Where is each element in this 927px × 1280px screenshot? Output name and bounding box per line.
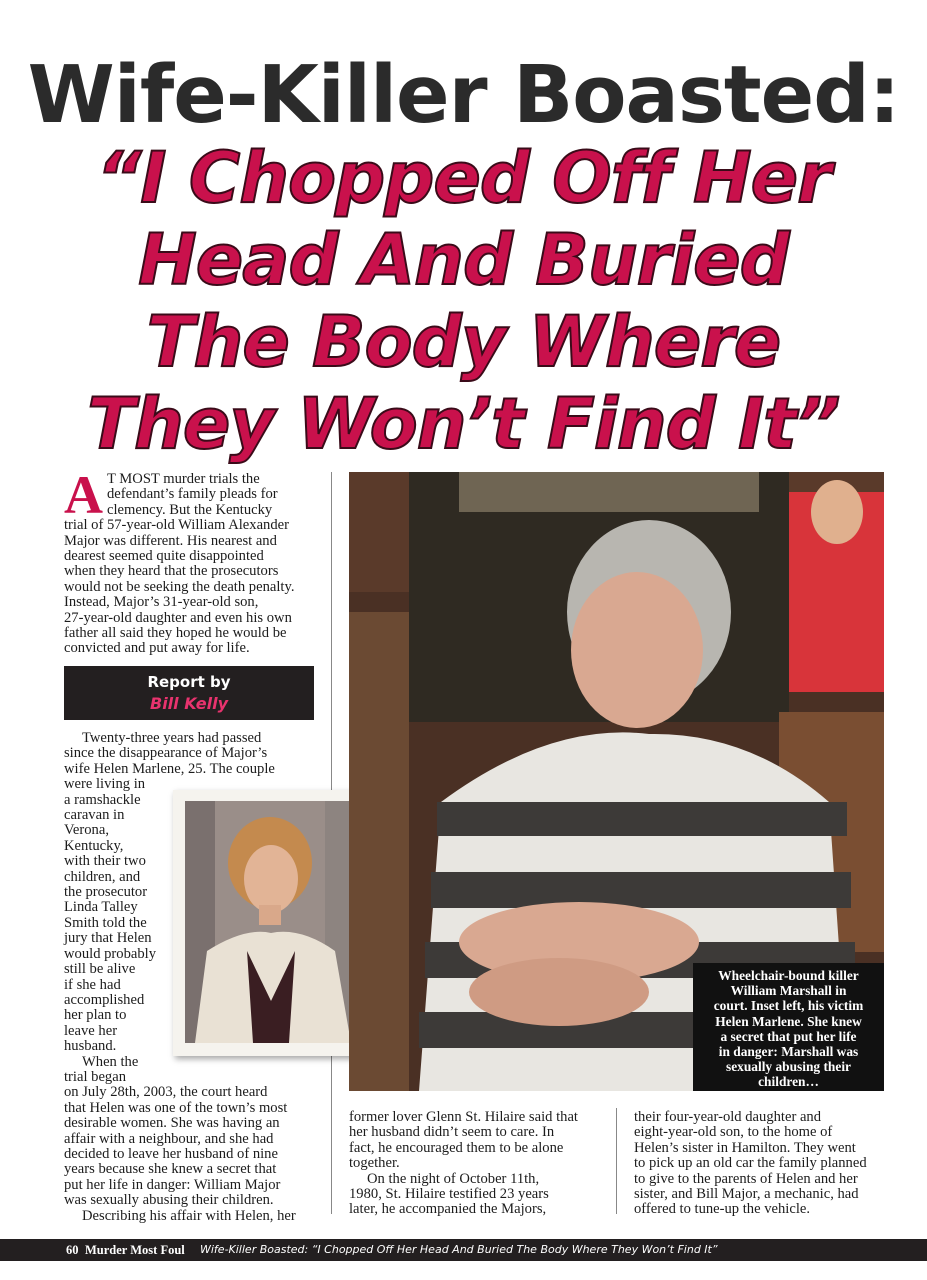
intro-line: dearest seemed quite disappointed — [64, 548, 264, 565]
drop-cap: A — [64, 465, 103, 525]
body-line: caravan in — [64, 807, 125, 824]
body-line: to pick up an old car the family planned — [634, 1155, 867, 1172]
body-line: her husband didn’t seem to care. In — [349, 1124, 555, 1141]
headline-main: Wife-Killer Boasted: — [27, 49, 900, 141]
body-line: later, he accompanied the Majors, — [349, 1201, 547, 1218]
body-line: offered to tune-up the vehicle. — [634, 1201, 811, 1218]
intro-line: 27-year-old daughter and even his own — [64, 609, 292, 626]
byline-author: Bill Kelly — [150, 694, 228, 713]
body-line: since the disappearance of Major’s — [64, 745, 268, 762]
body-line: Smith told the — [64, 914, 147, 931]
intro-line: convicted and put away for life. — [64, 640, 250, 657]
body-line: desirable women. She was having an — [64, 1115, 280, 1132]
intro-paragraph — [64, 465, 314, 657]
body-line: decided to leave her husband of nine — [64, 1145, 278, 1162]
body-line: together. — [349, 1155, 400, 1172]
magazine-name: Murder Most Foul — [85, 1243, 185, 1257]
body-line: leave her — [64, 1022, 118, 1039]
body-line: fact, he encouraged them to be alone — [349, 1139, 564, 1156]
body-line: husband. — [64, 1038, 117, 1055]
body-line: years because she knew a secret that — [64, 1161, 277, 1178]
body-line: On the night of October 11th, — [367, 1170, 540, 1187]
footer-article-title: Wife-Killer Boasted: “I Chopped Off Her Head And Buried The Body Where They Won’t Find It” — [200, 1243, 718, 1256]
body-line: accomplished — [64, 991, 145, 1008]
caption-line: children… — [758, 1074, 819, 1090]
wrapped-text — [64, 777, 176, 1085]
body-line: with their two — [64, 853, 146, 870]
caption-line: court. Inset left, his victim — [713, 998, 864, 1014]
caption-line: William Marshall in — [730, 983, 847, 999]
headline-quote-line: They Won’t Find It” — [87, 383, 840, 465]
body-line: former lover Glenn St. Hilaire said that — [349, 1109, 578, 1125]
body-line: jury that Helen — [64, 930, 152, 947]
intro-line: T MOST murder trials the — [107, 471, 260, 487]
body-line: was sexually abusing their children. — [64, 1192, 274, 1209]
body-line: their four-year-old daughter and — [634, 1109, 822, 1125]
body-line: eight-year-old son, to the home of — [634, 1124, 833, 1141]
intro-line: defendant’s family pleads for — [107, 486, 278, 503]
intro-line: when they heard that the prosecutors — [64, 563, 279, 580]
body-line: her plan to — [64, 1007, 127, 1024]
intro-line: trial of 57-year-old William Alexander — [64, 517, 289, 534]
body-line: on July 28th, 2003, the court heard — [64, 1084, 268, 1101]
body-line: still be alive — [64, 961, 136, 978]
byline-box — [64, 666, 314, 720]
intro-line: Major was different. His nearest and — [64, 532, 277, 549]
body-line: a ramshackle — [64, 791, 141, 808]
body-line: trial began — [64, 1068, 126, 1085]
caption-line: a secret that put her life — [720, 1028, 857, 1044]
body-line: affair with a neighbour, and she had — [64, 1130, 274, 1147]
caption-line: Helen Marlene. She knew — [715, 1013, 862, 1029]
body-line: the prosecutor — [64, 884, 148, 901]
body-line: would probably — [64, 945, 157, 962]
headline-quote-line: “I Chopped Off Her — [96, 137, 831, 219]
caption-line: Wheelchair-bound killer — [718, 968, 859, 983]
body-line: Verona, — [64, 822, 109, 839]
body-column-3 — [634, 1110, 886, 1218]
body-line: wife Helen Marlene, 25. The couple — [64, 760, 275, 777]
caption-line: sexually abusing their — [725, 1059, 851, 1075]
headline-quote — [0, 137, 927, 465]
body-line: put her life in danger: William Major — [64, 1176, 281, 1193]
headline-quote-line: The Body Where — [146, 301, 781, 383]
body-line: When the — [82, 1053, 139, 1070]
photo-caption — [693, 963, 884, 1091]
page-footer — [0, 1239, 927, 1261]
body-line: 1980, St. Hilaire testified 23 years — [349, 1186, 549, 1203]
body-line: sister, and Bill Major, a mechanic, had — [634, 1186, 859, 1203]
body-line: were living in — [64, 776, 146, 793]
inset-photo-frame — [173, 790, 371, 1056]
body-line: to give to the parents of Helen and her — [634, 1170, 858, 1187]
body-line: Twenty-three years had passed — [82, 730, 262, 746]
body-line: Describing his affair with Helen, her — [82, 1207, 296, 1224]
body-line: if she had — [64, 976, 121, 993]
intro-line: father all said they hoped he would be — [64, 625, 287, 642]
body-line: Kentucky, — [64, 837, 124, 854]
body-line: Helen’s sister in Hamilton. They went — [634, 1139, 856, 1156]
intro-line: Instead, Major’s 31-year-old son, — [64, 594, 259, 611]
caption-line: in danger: Marshall was — [718, 1044, 859, 1060]
body-line: Linda Talley — [64, 899, 138, 916]
byline-label: Report by — [147, 673, 231, 691]
page-number: 60 — [66, 1243, 79, 1257]
body-column-2 — [349, 1110, 597, 1218]
headline-quote-line: Head And Buried — [138, 219, 789, 301]
intro-line: would not be seeking the death penalty. — [64, 578, 295, 595]
body-line: that Helen was one of the town’s most — [64, 1099, 288, 1116]
column-divider — [616, 1108, 617, 1214]
body-line: children, and — [64, 868, 141, 885]
intro-line: clemency. But the Kentucky — [107, 501, 273, 518]
inset-photo — [185, 801, 359, 1043]
